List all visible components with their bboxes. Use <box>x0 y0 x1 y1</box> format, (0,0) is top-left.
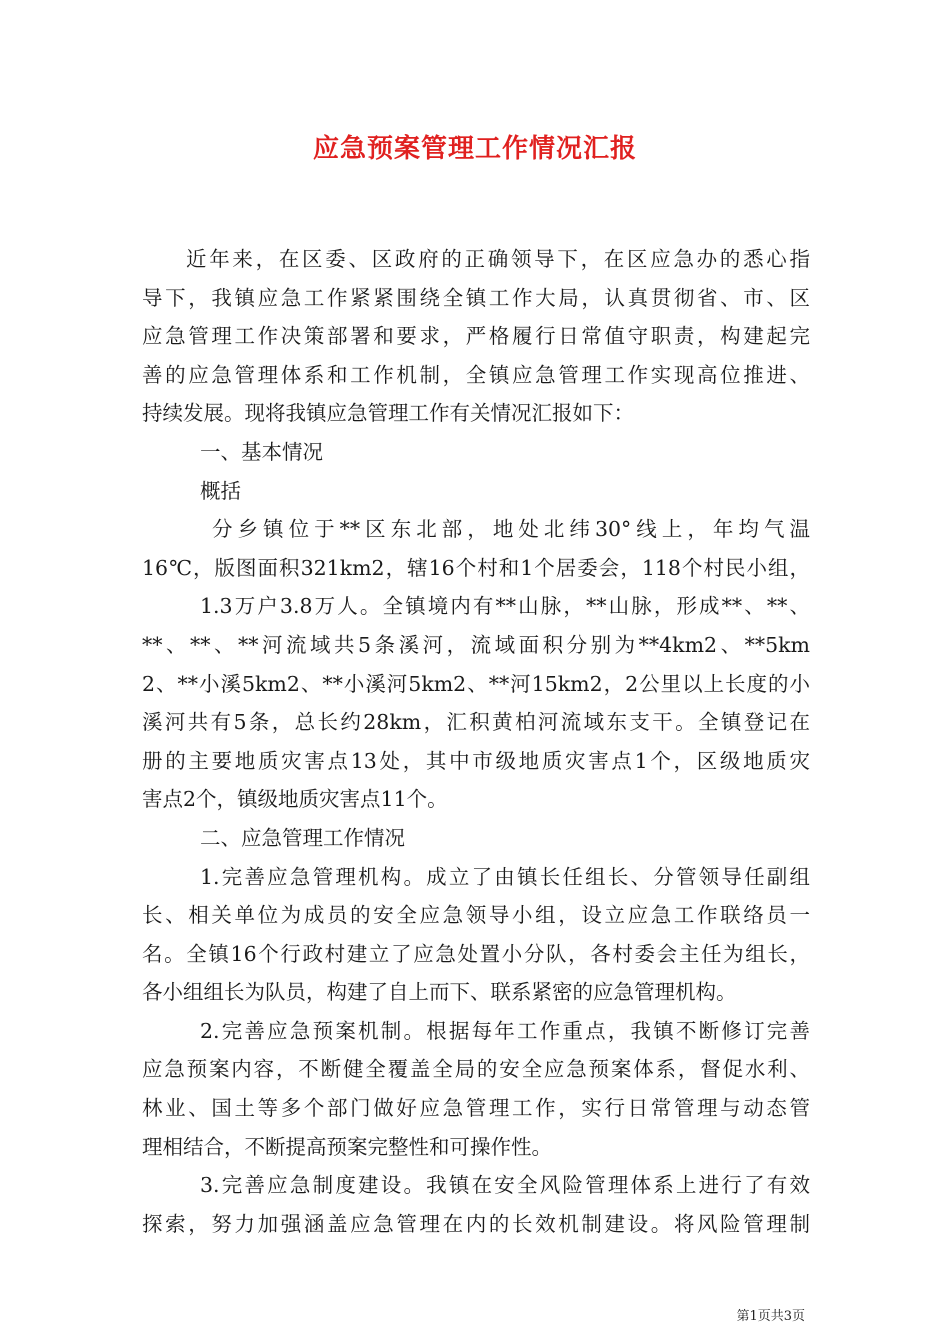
text-line: 善的应急管理体系和工作机制，全镇应急管理工作实现高位推进、 <box>142 362 810 387</box>
text-line: 导下，我镇应急工作紧紧围绕全镇工作大局，认真贯彻省、市、区 <box>142 285 810 310</box>
text-line: 名。全镇16个行政村建立了应急处置小分队，各村委会主任为组长， <box>142 941 810 966</box>
text-line: 长、相关单位为成员的安全应急领导小组，设立应急工作联络员一 <box>142 903 810 928</box>
text-line: 各小组组长为队员，构建了自上而下、联系紧密的应急管理机构。 <box>142 980 737 1005</box>
text-line: 理相结合，不断提高预案完整性和可操作性。 <box>142 1134 552 1159</box>
text-line: 概括 <box>200 478 241 503</box>
text-line: 应急管理工作决策部署和要求，严格履行日常值守职责，构建起完 <box>142 324 810 349</box>
text-line: 溪河共有5条，总长约28km，汇积黄柏河流域东支干。全镇登记在 <box>142 710 810 735</box>
text-line: 一、基本情况 <box>200 439 323 464</box>
text-line: 3.完善应急制度建设。我镇在安全风险管理体系上进行了有效 <box>200 1173 810 1198</box>
text-line: 分乡镇位于**区东北部，地处北纬30°线上，年均气温 <box>212 517 810 542</box>
text-line: 近年来，在区委、区政府的正确领导下，在区应急办的悉心指 <box>186 247 810 271</box>
text-line: 1.完善应急管理机构。成立了由镇长任组长、分管领导任副组 <box>200 864 810 889</box>
text-line: 2、**小溪5km2、**小溪河5km2、**河15km2，2公里以上长度的小 <box>142 671 810 696</box>
document-body <box>142 240 810 1243</box>
text-line: 1.3万户3.8万人。全镇境内有**山脉，**山脉，形成**、**、 <box>200 594 810 619</box>
text-line: 持续发展。现将我镇应急管理工作有关情况汇报如下： <box>142 401 634 426</box>
text-line: 二、应急管理工作情况 <box>200 825 405 850</box>
text-line: 16℃，版图面积321km2，辖16个村和1个居委会，118个村民小组， <box>142 555 810 580</box>
text-line: **、**、**河流域共5条溪河，流域面积分别为**4km2、**5km <box>142 632 810 657</box>
text-line: 2.完善应急预案机制。根据每年工作重点，我镇不断修订完善 <box>200 1018 810 1043</box>
document-title: 应急预案管理工作情况汇报 <box>312 134 637 164</box>
page-footer: 第1页共3页 <box>736 1309 805 1324</box>
text-line: 应急预案内容，不断健全覆盖全局的安全应急预案体系，督促水利、 <box>142 1057 810 1082</box>
text-line: 册的主要地质灾害点13处，其中市级地质灾害点1个，区级地质灾 <box>142 748 810 773</box>
text-line: 林业、国土等多个部门做好应急管理工作，实行日常管理与动态管 <box>142 1096 810 1121</box>
text-line: 害点2个，镇级地质灾害点11个。 <box>142 787 448 812</box>
text-line: 探索，努力加强涵盖应急管理在内的长效机制建设。将风险管理制 <box>142 1211 810 1236</box>
